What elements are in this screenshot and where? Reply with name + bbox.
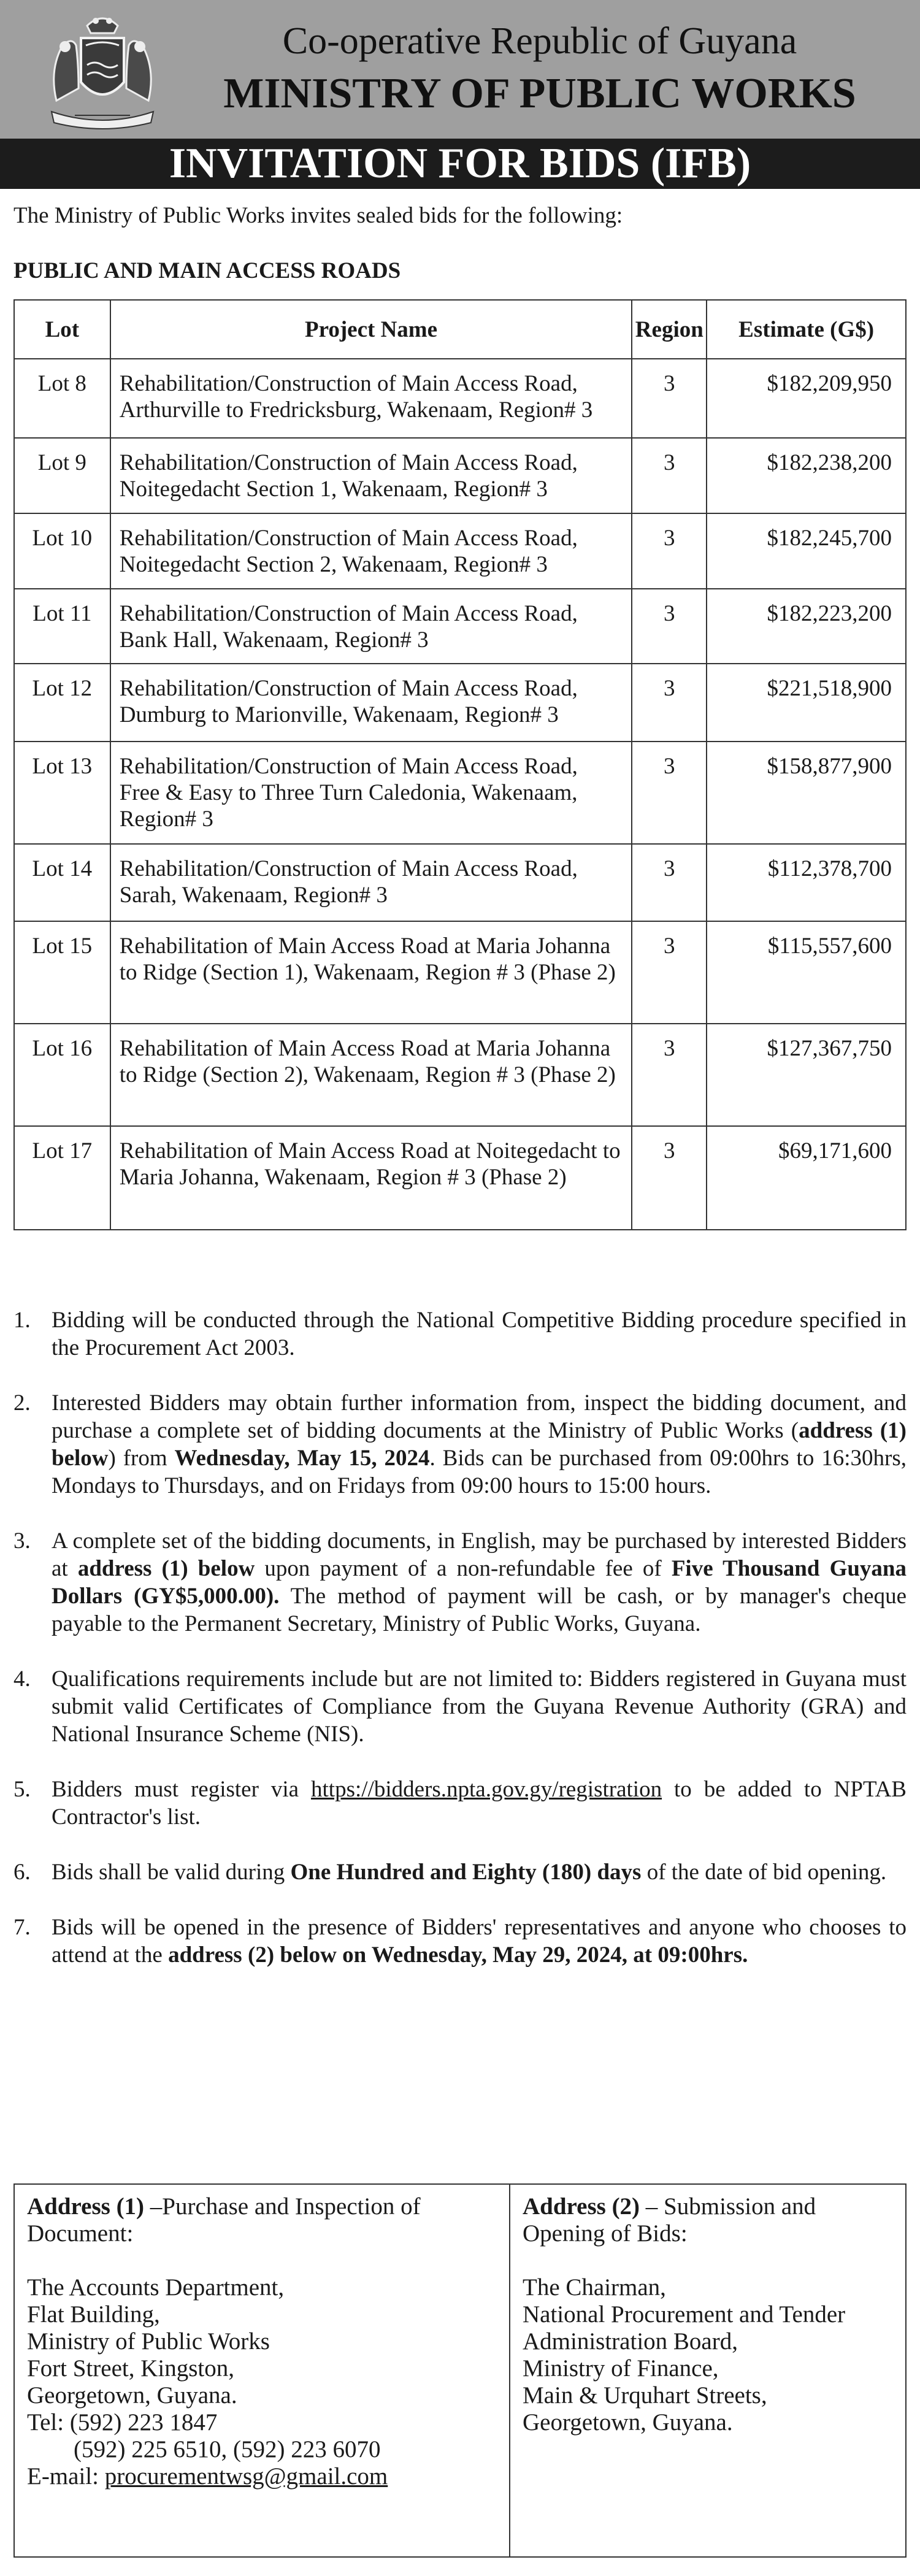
region-cell: 3 (632, 1126, 707, 1230)
project-name-cell: Rehabilitation/Construction of Main Access Road, Arthurville to Fredricksburg, Wakenaam, Region# 3 (110, 359, 632, 438)
email-label: E-mail: (27, 2463, 105, 2490)
clause-4 (13, 1665, 907, 1748)
clause-number: 4. (13, 1666, 31, 1692)
address-1 (15, 2185, 510, 2556)
region-cell: 3 (632, 844, 707, 921)
clause-text-part: A complete set of the bidding documents, in English, may be purchased by interested Bidders at (52, 1528, 907, 1581)
address-line: Georgetown, Guyana. (27, 2382, 237, 2409)
telephone (27, 2409, 497, 2436)
clause-bold-fee: Five Thousand Guyana Dollars (GY$5,000.00). (52, 1556, 907, 1609)
estimate-cell: $127,367,750 (707, 1024, 906, 1126)
lot-cell: Lot 11 (14, 589, 110, 664)
address-2-label: Address (2) (523, 2193, 640, 2220)
address-2 (510, 2185, 905, 2556)
clause-5 (13, 1776, 907, 1831)
address-line: Administration Board, (523, 2328, 738, 2355)
clauses-list (13, 1306, 907, 1996)
guyana-coat-of-arms-icon (38, 9, 167, 131)
header-region: Region (632, 300, 707, 359)
clause-text-part: Bids will be opened in the presence of Bidders' representatives and anyone who chooses to attend at the (52, 1915, 907, 1968)
address-line: The Accounts Department, (27, 2274, 285, 2301)
address-1-label: Address (1) (27, 2193, 145, 2220)
clause-bold-address: address (1) below (52, 1418, 907, 1471)
region-cell: 3 (632, 438, 707, 513)
lot-cell: Lot 10 (14, 513, 110, 589)
header-estimate: Estimate (G$) (707, 300, 906, 359)
project-name-cell: Rehabilitation of Main Access Road at Maria Johanna to Ridge (Section 1), Wakenaam, Region # 3 (Phase 2) (110, 921, 632, 1024)
estimate-cell: $69,171,600 (707, 1126, 906, 1230)
intro-text: The Ministry of Public Works invites sealed bids for the following: (13, 203, 623, 228)
region-cell: 3 (632, 589, 707, 664)
table-row (14, 742, 906, 844)
telephone-extra[interactable]: (592) 225 6510, (592) 223 6070 (74, 2436, 381, 2463)
clause-text-part: upon payment of a non-refundable fee of (255, 1556, 672, 1581)
clause-bold-date: Wednesday, May 15, 2024 (174, 1446, 430, 1471)
address-2-purpose: – Submission and Opening of Bids: (523, 2193, 816, 2247)
clause-number: 1. (13, 1308, 31, 1333)
clause-text (52, 1389, 907, 1500)
address-line: Ministry of Public Works (27, 2328, 270, 2355)
header-project-name: Project Name (110, 300, 632, 359)
clause-number: 7. (13, 1915, 31, 1940)
country-name: Co-operative Republic of Guyana (282, 20, 797, 62)
table-header-row (14, 300, 906, 359)
project-name-cell: Rehabilitation/Construction of Main Access Road, Noitegedacht Section 2, Wakenaam, Region# 3 (110, 513, 632, 589)
clause-text-part: The method of payment will be cash, or by manager's cheque payable to the Permanent Secretary, Ministry of Public Works, Guyana. (52, 1584, 907, 1636)
email-link[interactable]: procurementwsg@gmail.com (104, 2463, 388, 2490)
clause-text (52, 1858, 907, 1886)
address-line: Georgetown, Guyana. (523, 2409, 733, 2436)
address-1-purpose: –Purchase and Inspection of Document: (27, 2193, 421, 2247)
clause-bold-opening: address (2) below on Wednesday, May 29, 2024, at 09:00hrs. (168, 1942, 748, 1968)
lot-cell: Lot 12 (14, 664, 110, 742)
clause-text (52, 1776, 907, 1831)
clause-6 (13, 1858, 907, 1886)
clause-text: Bidding will be conducted through the National Competitive Bidding procedure specified in the Procurement Act 2003. (52, 1308, 907, 1360)
project-name-cell: Rehabilitation/Construction of Main Access Road, Free & Easy to Three Turn Caledonia, Wakenaam, Region# 3 (110, 742, 632, 844)
table-row (14, 844, 906, 921)
address-line: Main & Urquhart Streets, (523, 2382, 767, 2409)
clause-number: 5. (13, 1777, 31, 1802)
region-cell: 3 (632, 742, 707, 844)
telephone-number[interactable]: (592) 223 1847 (69, 2409, 218, 2436)
clause-text (52, 1527, 907, 1638)
estimate-cell: $182,238,200 (707, 438, 906, 513)
estimate-cell: $182,209,950 (707, 359, 906, 438)
clause-number: 6. (13, 1860, 31, 1885)
address-line: National Procurement and Tender (523, 2301, 846, 2328)
estimate-cell: $182,223,200 (707, 589, 906, 664)
table-row (14, 664, 906, 742)
clause-text (52, 1914, 907, 1969)
table-row (14, 359, 906, 438)
table-row (14, 1024, 906, 1126)
clause-3 (13, 1527, 907, 1638)
clause-text-part: Bids shall be valid during (52, 1860, 291, 1885)
estimate-cell: $115,557,600 (707, 921, 906, 1024)
page-title: INVITATION FOR BIDS (IFB) (0, 139, 920, 189)
telephone-label: Tel: (27, 2409, 70, 2436)
project-name-cell: Rehabilitation/Construction of Main Access Road, Noitegedacht Section 1, Wakenaam, Region# 3 (110, 438, 632, 513)
clause-text-part: Interested Bidders may obtain further information from, inspect the bidding document, and purchase a complete set of bidding documents at the Ministry of Public Works ( (52, 1390, 907, 1443)
project-name-cell: Rehabilitation of Main Access Road at Noitegedacht to Maria Johanna, Wakenaam, Region # 3 (Phase 2) (110, 1126, 632, 1230)
clause-text-part: to be added to NPTAB Contractor's list. (52, 1777, 907, 1830)
table-row (14, 589, 906, 664)
table-row (14, 1126, 906, 1230)
project-name-cell: Rehabilitation/Construction of Main Access Road, Bank Hall, Wakenaam, Region# 3 (110, 589, 632, 664)
email (27, 2463, 497, 2490)
address-2-title (523, 2193, 893, 2247)
clause-text: Qualifications requirements include but are not limited to: Bidders registered in Guyana must submit valid Certificates of Compliance from the Guyana Revenue Authority (GRA) and National Insurance Scheme (NIS). (52, 1666, 907, 1747)
header-lot: Lot (14, 300, 110, 359)
estimate-cell: $221,518,900 (707, 664, 906, 742)
ministry-name: MINISTRY OF PUBLIC WORKS (223, 70, 856, 117)
table-row (14, 438, 906, 513)
address-1-title (27, 2193, 497, 2247)
section-title: PUBLIC AND MAIN ACCESS ROADS (13, 258, 401, 283)
estimate-cell: $158,877,900 (707, 742, 906, 844)
clause-2 (13, 1389, 907, 1500)
address-line: Ministry of Finance, (523, 2355, 719, 2382)
lot-cell: Lot 8 (14, 359, 110, 438)
registration-link[interactable]: https://bidders.npta.gov.gy/registration (311, 1777, 662, 1802)
clause-text-part: Bidders must register via (52, 1777, 312, 1802)
region-cell: 3 (632, 664, 707, 742)
address-line: Flat Building, (27, 2301, 160, 2328)
project-name-cell: Rehabilitation of Main Access Road at Maria Johanna to Ridge (Section 2), Wakenaam, Region # 3 (Phase 2) (110, 1024, 632, 1126)
project-name-cell: Rehabilitation/Construction of Main Access Road, Sarah, Wakenaam, Region# 3 (110, 844, 632, 921)
clause-text-part: of the date of bid opening. (641, 1860, 887, 1885)
clause-bold-address: address (1) below (77, 1556, 255, 1581)
lot-cell: Lot 15 (14, 921, 110, 1024)
lot-cell: Lot 14 (14, 844, 110, 921)
region-cell: 3 (632, 921, 707, 1024)
lot-cell: Lot 13 (14, 742, 110, 844)
project-name-cell: Rehabilitation/Construction of Main Access Road, Dumburg to Marionville, Wakenaam, Region# 3 (110, 664, 632, 742)
region-cell: 3 (632, 513, 707, 589)
lot-cell: Lot 17 (14, 1126, 110, 1230)
address-line: Fort Street, Kingston, (27, 2355, 234, 2382)
clause-text-part: . Bids can be purchased from 09:00hrs to 16:30hrs, Mondays to Thursdays, and on Fridays from 09:00 hours to 15:00 hours. (52, 1446, 907, 1498)
address-box (13, 2183, 907, 2558)
region-cell: 3 (632, 359, 707, 438)
region-cell: 3 (632, 1024, 707, 1126)
estimate-cell: $112,378,700 (707, 844, 906, 921)
clause-number: 3. (13, 1528, 31, 1554)
clause-7 (13, 1914, 907, 1969)
lot-cell: Lot 16 (14, 1024, 110, 1126)
clause-bold-validity: One Hundred and Eighty (180) days (290, 1860, 642, 1885)
lots-table (13, 299, 907, 1230)
table-row (14, 921, 906, 1024)
clause-text-part: ) from (108, 1446, 175, 1471)
lot-cell: Lot 9 (14, 438, 110, 513)
clause-number: 2. (13, 1390, 31, 1416)
estimate-cell: $182,245,700 (707, 513, 906, 589)
table-row (14, 513, 906, 589)
clause-1 (13, 1306, 907, 1362)
header (0, 0, 920, 139)
address-line: The Chairman, (523, 2274, 666, 2301)
